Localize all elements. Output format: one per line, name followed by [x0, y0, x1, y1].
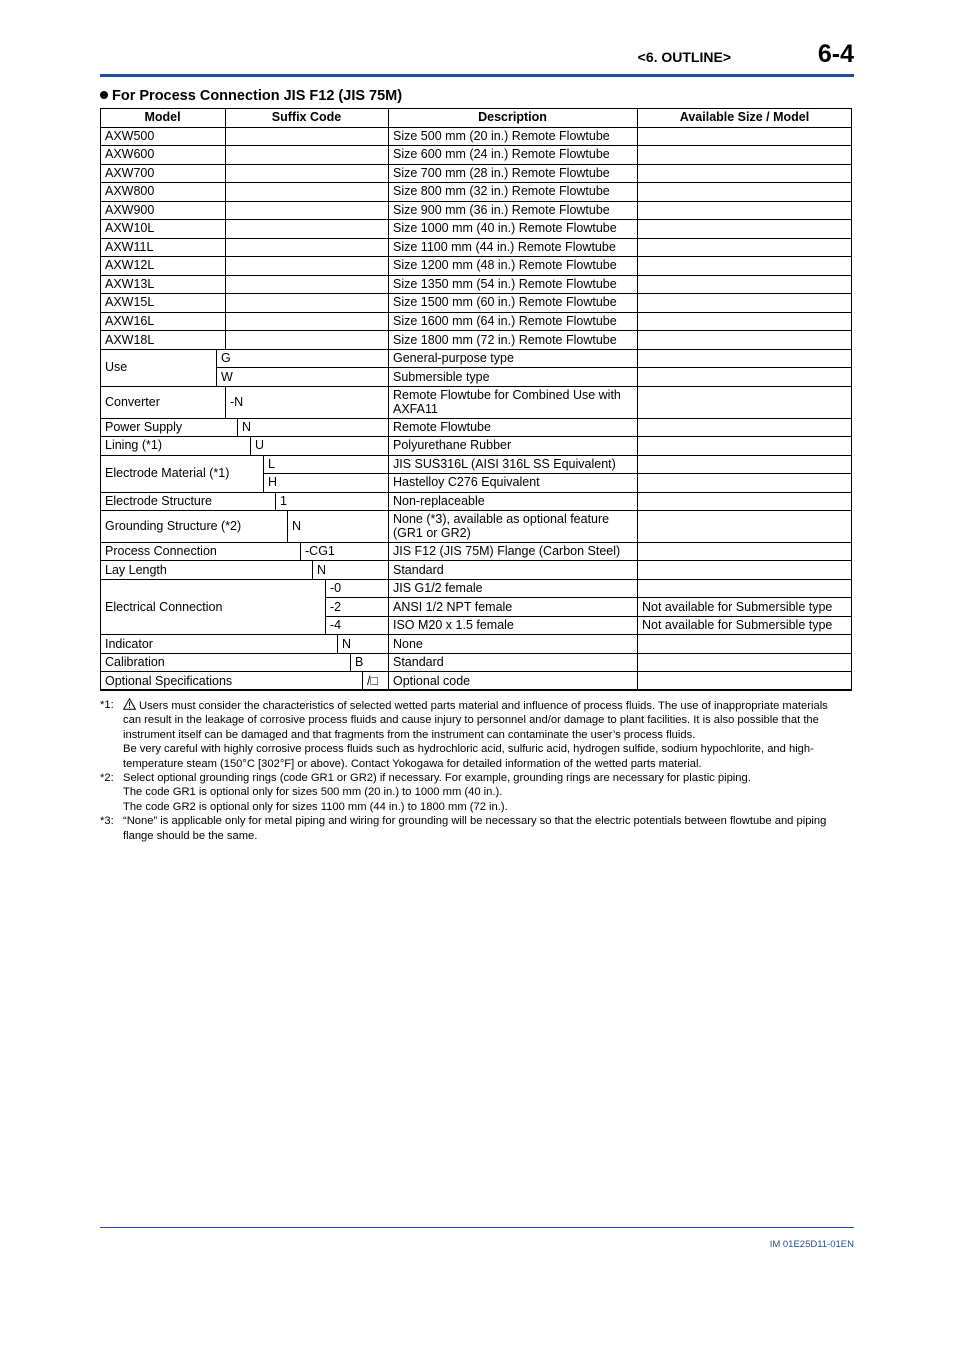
availability-note — [642, 367, 849, 386]
section-title — [100, 88, 402, 104]
suffix-label — [105, 634, 336, 653]
model-description — [393, 293, 634, 312]
model-code-text: AXW18L — [105, 332, 155, 347]
chapter-title: <6. OUTLINE> — [637, 49, 731, 65]
availability-note — [642, 579, 849, 598]
column-header — [388, 108, 637, 127]
footnote — [100, 698, 854, 771]
column-header-label: Model — [144, 110, 181, 125]
header-rule — [225, 108, 226, 127]
suffix-label — [105, 349, 215, 386]
suffix-code — [355, 653, 385, 672]
suffix-code-text: /□ — [367, 673, 379, 688]
suffix-code-text: W — [221, 369, 233, 384]
suffix-code — [242, 418, 385, 437]
availability-note — [642, 418, 849, 437]
footnote-marker: *2: — [100, 772, 114, 785]
suffix-description — [393, 616, 634, 635]
suffix-description-text: Optional code — [393, 673, 471, 688]
suffix-description-text: None — [393, 636, 423, 651]
footnote-text: flange should be the same. — [123, 829, 258, 842]
description-column-rule — [388, 108, 389, 690]
suffix-description — [393, 349, 634, 368]
footnote-line — [123, 742, 854, 756]
suffix-code — [330, 616, 385, 635]
suffix-code — [255, 436, 385, 455]
model-description — [393, 182, 634, 201]
suffix-description — [393, 634, 634, 653]
suffix-label-text: Power Supply — [105, 419, 183, 434]
model-description-text: Size 1600 mm (64 in.) Remote Flowtube — [393, 313, 617, 328]
suffix-description — [393, 560, 634, 579]
model-code-text: AXW500 — [105, 128, 155, 143]
model-description — [393, 256, 634, 275]
model-description — [393, 275, 634, 294]
suffix-code — [292, 510, 385, 542]
table-border-right — [851, 108, 852, 690]
model-description — [393, 238, 634, 257]
suffix-description-text: Hastelloy C276 Equivalent — [393, 475, 540, 490]
model-code-text: AXW900 — [105, 202, 155, 217]
suffix-label — [105, 560, 311, 579]
suffix-description-text: JIS F12 (JIS 75M) Flange (Carbon Steel) — [393, 544, 621, 559]
suffix-description-text: Submersible type — [393, 369, 490, 384]
model-code — [105, 238, 224, 257]
suffix-code — [230, 386, 385, 418]
suffix-code-text: N — [242, 419, 252, 434]
suffix-description-text: JIS G1/2 female — [393, 581, 483, 596]
model-column-rule — [225, 256, 226, 275]
suffix-code-rule — [237, 418, 238, 437]
model-column-rule — [225, 182, 226, 201]
footnote-line — [123, 785, 854, 799]
availability-note — [642, 473, 849, 492]
suffix-label-text: Indicator — [105, 636, 153, 651]
suffix-description-text: JIS SUS316L (AISI 316L SS Equivalent) — [393, 456, 616, 471]
model-code — [105, 256, 224, 275]
footnote-marker: *3: — [100, 815, 114, 828]
suffix-code — [342, 634, 385, 653]
suffix-label-text: Lay Length — [105, 562, 167, 577]
suffix-description — [393, 367, 634, 386]
suffix-code-text: B — [355, 655, 364, 670]
suffix-description — [393, 671, 634, 690]
suffix-label — [105, 579, 324, 635]
model-description — [393, 145, 634, 164]
model-column-rule — [225, 238, 226, 257]
suffix-code-rule — [225, 386, 226, 418]
suffix-code-text: -0 — [330, 581, 342, 596]
footnote-text: Be very careful with highly corrosive process fluids such as hydrochloric acid, sulfuric acid, hydrogen sulfide, sodium hypochlorite, and high- — [123, 743, 814, 756]
suffix-label-text: Converter — [105, 394, 160, 409]
suffix-description — [393, 418, 634, 437]
suffix-label-text: Use — [105, 360, 128, 375]
footnote-line — [123, 757, 854, 771]
suffix-description — [393, 455, 634, 474]
model-column-rule — [225, 219, 226, 238]
availability-note — [642, 510, 849, 542]
model-description-text: Size 600 mm (24 in.) Remote Flowtube — [393, 147, 610, 162]
suffix-description-text: ANSI 1/2 NPT female — [393, 599, 513, 614]
suffix-code — [280, 492, 385, 511]
suffix-label — [105, 653, 349, 672]
availability-note — [642, 560, 849, 579]
suffix-description-text: Remote Flowtube — [393, 419, 491, 434]
suffix-description — [393, 542, 634, 561]
model-column-rule — [225, 293, 226, 312]
availability-note — [642, 634, 849, 653]
model-code — [105, 219, 224, 238]
document-number: IM 01E25D11-01EN — [769, 1239, 854, 1250]
suffix-code — [268, 473, 385, 492]
suffix-label-text: Electrode Structure — [105, 493, 212, 508]
suffix-description — [393, 473, 634, 492]
footnote-line — [123, 771, 854, 785]
model-code-text: AXW600 — [105, 147, 155, 162]
suffix-description-text: Standard — [393, 655, 444, 670]
availability-column-rule — [637, 108, 638, 690]
model-description-text: Size 800 mm (32 in.) Remote Flowtube — [393, 184, 610, 199]
model-code — [105, 145, 224, 164]
suffix-code-rule — [250, 436, 251, 455]
suffix-code-rule — [325, 579, 326, 635]
footer-rule — [100, 1227, 854, 1228]
suffix-code — [317, 560, 385, 579]
suffix-description — [393, 436, 634, 455]
model-description — [393, 164, 634, 183]
suffix-label — [105, 436, 249, 455]
footnote-text: Users must consider the characteristics of selected wetted parts material and influence of process fluids. The use of inappropriate materials — [139, 700, 828, 712]
header-rule — [100, 74, 854, 77]
model-description — [393, 127, 634, 146]
suffix-description-line: None (*3), available as optional feature — [393, 511, 610, 526]
suffix-description — [393, 653, 634, 672]
model-code-text: AXW10L — [105, 221, 155, 236]
suffix-code-text: L — [268, 456, 275, 471]
model-code — [105, 182, 224, 201]
model-description-text: Size 1000 mm (40 in.) Remote Flowtube — [393, 221, 617, 236]
availability-note — [642, 349, 849, 368]
suffix-code-rule — [300, 542, 301, 561]
model-column-rule — [225, 127, 226, 146]
column-header-label: Description — [478, 110, 547, 125]
suffix-label-text: Lining (*1) — [105, 438, 162, 453]
model-description-text: Size 1200 mm (48 in.) Remote Flowtube — [393, 258, 617, 273]
suffix-label — [105, 671, 361, 690]
availability-note — [642, 386, 849, 418]
model-description — [393, 219, 634, 238]
suffix-description-text: Polyurethane Rubber — [393, 438, 512, 453]
model-code — [105, 275, 224, 294]
suffix-code-text: 1 — [280, 493, 287, 508]
suffix-code-text: G — [221, 351, 231, 366]
suffix-code-rule — [287, 510, 288, 542]
model-column-rule — [225, 201, 226, 220]
model-code-text: AXW11L — [105, 239, 154, 254]
footnote-text: The code GR1 is optional only for sizes 500 mm (20 in.) to 1000 mm (40 in.). — [123, 786, 503, 799]
suffix-code-text: H — [268, 475, 278, 490]
model-code-text: AXW13L — [105, 276, 155, 291]
suffix-description-line: Remote Flowtube for Combined Use with — [393, 387, 621, 402]
model-code — [105, 201, 224, 220]
suffix-label-text: Grounding Structure (*2) — [105, 518, 242, 533]
model-description-text: Size 1350 mm (54 in.) Remote Flowtube — [393, 276, 617, 291]
suffix-description-line: AXFA11 — [393, 401, 438, 416]
availability-note — [642, 436, 849, 455]
suffix-description — [393, 597, 634, 616]
availability-note — [642, 616, 849, 635]
availability-note — [642, 492, 849, 511]
column-header-label: Available Size / Model — [679, 110, 810, 125]
suffix-code-text: -CG1 — [305, 544, 335, 559]
availability-note — [642, 653, 849, 672]
footnote-text: can result in the leakage of corrosive process fluids and cause injury to personnel and/or damage to plant facilities. It is also possible that the — [123, 714, 819, 727]
footnote-text: The code GR2 is optional only for sizes 1100 mm (44 in.) to 1800 mm (72 in.). — [123, 800, 508, 813]
suffix-code-text: U — [255, 438, 265, 453]
suffix-label-text: Process Connection — [105, 544, 217, 559]
footnote-text: temperature steam (150°C [302°F] or above). Contact Yokogawa for detailed information of the wetted parts material. — [123, 757, 702, 770]
availability-note — [642, 597, 849, 616]
suffix-code-rule — [350, 653, 351, 672]
footnote-marker: *1: — [100, 699, 114, 711]
suffix-description-line: (GR1 or GR2) — [393, 525, 471, 540]
suffix-code-text: N — [317, 562, 327, 577]
suffix-code-text: -N — [230, 394, 244, 409]
footnote-text: Select optional grounding rings (code GR1 or GR2) if necessary. For example, grounding rings are necessary for plastic piping. — [123, 772, 751, 785]
model-code-text: AXW12L — [105, 258, 155, 273]
column-header — [100, 108, 225, 127]
page-number: 6-4 — [817, 40, 854, 68]
footnote-line — [123, 814, 854, 828]
model-description — [393, 201, 634, 220]
suffix-label — [105, 418, 236, 437]
suffix-label-text: Electrode Material (*1) — [105, 466, 230, 481]
suffix-code-rule — [337, 634, 338, 653]
model-description-text: Size 900 mm (36 in.) Remote Flowtube — [393, 202, 610, 217]
footnote-line — [123, 728, 854, 742]
suffix-code-rule — [312, 560, 313, 579]
suffix-label — [105, 386, 224, 418]
suffix-code — [221, 349, 385, 368]
footnote-line — [123, 713, 854, 727]
warning-triangle-icon — [123, 698, 136, 710]
availability-note — [642, 542, 849, 561]
model-description-text: Size 700 mm (28 in.) Remote Flowtube — [393, 165, 610, 180]
suffix-code-text: -2 — [330, 599, 342, 614]
footnote-line — [123, 800, 854, 814]
model-code — [105, 330, 224, 349]
footnote-text: “None” is applicable only for metal piping and wiring for grounding will be necessary so that the electric potentials between flowtube and piping — [123, 815, 827, 828]
column-header — [225, 108, 388, 127]
model-code-text: AXW16L — [105, 313, 155, 328]
suffix-description-text: ISO M20 x 1.5 female — [393, 618, 514, 633]
suffix-code — [305, 542, 385, 561]
footnotes — [100, 698, 854, 843]
model-suffix-code-table — [100, 108, 852, 690]
model-column-rule — [225, 275, 226, 294]
suffix-code — [268, 455, 385, 474]
model-code — [105, 312, 224, 331]
suffix-label — [105, 492, 274, 511]
availability-note — [642, 671, 849, 690]
model-code — [105, 164, 224, 183]
model-code-text: AXW800 — [105, 184, 155, 199]
suffix-description — [393, 579, 634, 598]
suffix-code-text: N — [292, 518, 302, 533]
availability-note — [642, 455, 849, 474]
suffix-label-text: Optional Specifications — [105, 673, 233, 688]
footnote-text: instrument itself can be damaged and that fragments from the instrument can contaminate the user’s process fluids. — [123, 728, 696, 741]
suffix-label — [105, 455, 262, 492]
suffix-description — [393, 386, 634, 418]
bullet-icon — [100, 91, 108, 99]
suffix-description-text: General-purpose type — [393, 351, 514, 366]
model-column-rule — [225, 330, 226, 349]
suffix-code-rule — [362, 671, 363, 690]
footnote — [100, 771, 854, 814]
suffix-code-rule — [275, 492, 276, 511]
footnote-line — [123, 698, 854, 713]
suffix-code-text: N — [342, 636, 352, 651]
suffix-description — [393, 510, 634, 542]
row-rule — [100, 690, 852, 691]
suffix-code — [330, 597, 385, 616]
column-header-label: Suffix Code — [271, 110, 342, 125]
model-column-rule — [225, 312, 226, 331]
model-description-text: Size 1500 mm (60 in.) Remote Flowtube — [393, 295, 617, 310]
suffix-code — [367, 671, 385, 690]
table-border-left — [100, 108, 101, 690]
column-header — [637, 108, 852, 127]
footnote-line — [123, 829, 854, 843]
model-description-text: Size 1100 mm (44 in.) Remote Flowtube — [393, 239, 616, 254]
suffix-description-text: Non-replaceable — [393, 493, 485, 508]
model-description-text: Size 500 mm (20 in.) Remote Flowtube — [393, 128, 610, 143]
suffix-label-text: Calibration — [105, 655, 165, 670]
model-code — [105, 293, 224, 312]
model-code-text: AXW15L — [105, 295, 155, 310]
availability-note-text: Not available for Submersible type — [642, 599, 833, 614]
model-description — [393, 330, 634, 349]
model-column-rule — [225, 145, 226, 164]
suffix-description-text: Standard — [393, 562, 444, 577]
suffix-label — [105, 510, 286, 542]
model-description — [393, 312, 634, 331]
model-code — [105, 127, 224, 146]
suffix-label — [105, 542, 299, 561]
suffix-code — [221, 367, 385, 386]
suffix-code — [330, 579, 385, 598]
model-code-text: AXW700 — [105, 165, 155, 180]
suffix-description — [393, 492, 634, 511]
availability-note-text: Not available for Submersible type — [642, 618, 833, 633]
model-column-rule — [225, 164, 226, 183]
model-description-text: Size 1800 mm (72 in.) Remote Flowtube — [393, 332, 617, 347]
suffix-code-text: -4 — [330, 618, 342, 633]
section-title-text: For Process Connection JIS F12 (JIS 75M) — [112, 88, 403, 104]
suffix-label-text: Electrical Connection — [105, 599, 223, 614]
footnote — [100, 814, 854, 843]
